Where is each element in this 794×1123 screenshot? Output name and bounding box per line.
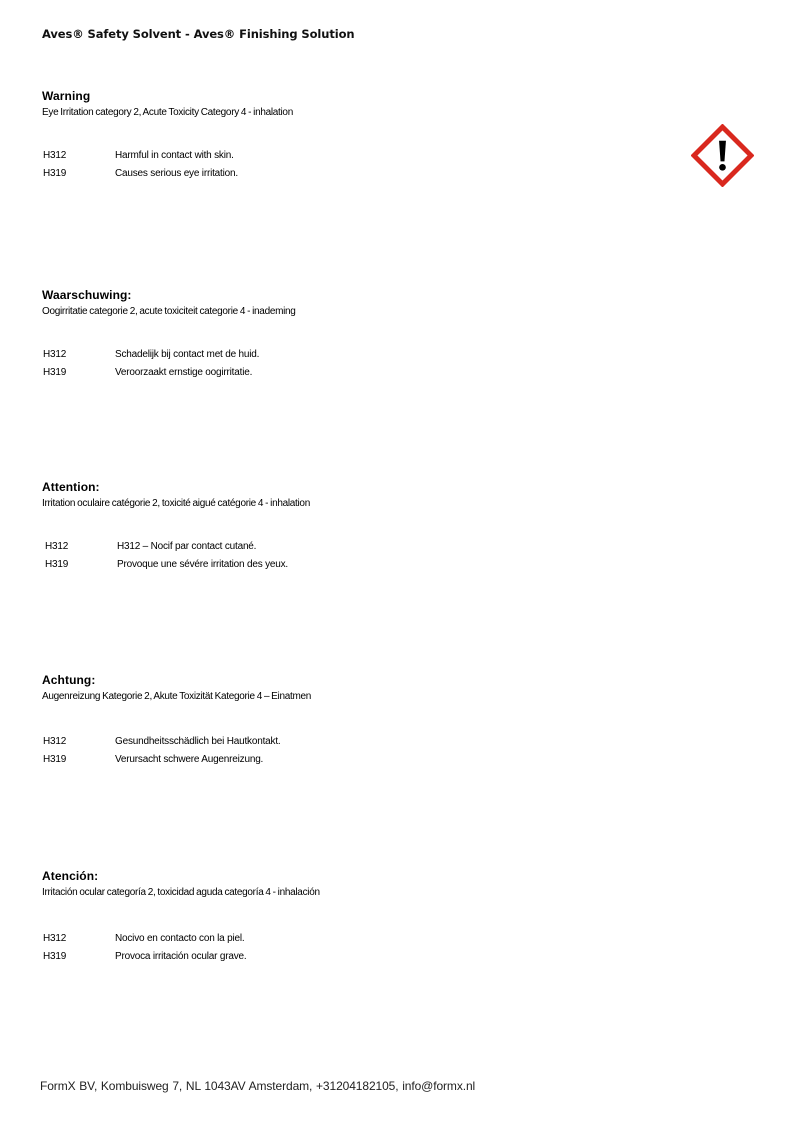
hazard-statement: [42, 735, 280, 753]
section-classification: Oogirritatie categorie 2, acute toxiciteit categorie 4 - inademing: [42, 306, 296, 317]
statement-text: Harmful in contact with skin.: [115, 150, 234, 161]
statement-text: Verursacht schwere Augenreizung.: [115, 754, 264, 765]
section-classification: Augenreizung Kategorie 2, Akute Toxizität Kategorie 4 – Einatmen: [42, 691, 312, 702]
section-heading: Attention:: [42, 480, 100, 494]
section-heading: Waarschuwing:: [42, 288, 132, 302]
section-classification: Irritación ocular categoría 2, toxicidad aguda categoría 4 - inhalación: [42, 887, 320, 898]
hazard-statement: [42, 950, 246, 968]
statement-code: H319: [43, 754, 67, 765]
hazard-section-de: [42, 673, 662, 765]
statement-code: H312: [43, 150, 67, 161]
hazard-section-nl: [42, 288, 662, 378]
hazard-statement: [42, 932, 246, 950]
hazard-statement: [42, 348, 259, 366]
hazard-statements: [42, 735, 280, 771]
statement-code: H319: [43, 951, 67, 962]
statement-code: H312: [43, 933, 67, 944]
section-classification: Eye Irritation category 2, Acute Toxicity Category 4 - inhalation: [42, 107, 293, 118]
section-classification: Irritation oculaire catégorie 2, toxicité aigué catégorie 4 - inhalation: [42, 498, 310, 509]
statement-text: H312 – Nocif par contact cutané.: [117, 541, 257, 552]
document-title: Aves® Safety Solvent - Aves® Finishing Solution: [42, 27, 355, 41]
hazard-statements: [44, 540, 288, 576]
hazard-section-en: [42, 89, 662, 179]
section-heading: Warning: [42, 89, 91, 103]
statement-code: H319: [43, 367, 67, 378]
hazard-statement: [44, 540, 288, 558]
hazard-statements: [42, 149, 238, 185]
statement-text: Veroorzaakt ernstige oogirritatie.: [115, 367, 253, 378]
hazard-statement: [42, 753, 280, 771]
statement-text: Provoque une sévére irritation des yeux.: [117, 559, 288, 570]
statement-text: Schadelijk bij contact met de huid.: [115, 349, 260, 360]
statement-code: H312: [43, 349, 67, 360]
statement-text: Nocivo en contacto con la piel.: [115, 933, 245, 944]
statement-text: Gesundheitsschädlich bei Hautkontakt.: [115, 736, 281, 747]
company-footer: FormX BV, Kombuisweg 7, NL 1043AV Amsterdam, +31204182105, info@formx.nl: [40, 1079, 476, 1093]
hazard-statement: [42, 366, 259, 384]
statement-code: H312: [43, 736, 67, 747]
statement-code: H319: [43, 168, 67, 179]
hazard-statement: [44, 558, 288, 576]
statement-text: Causes serious eye irritation.: [115, 168, 238, 179]
section-heading: Achtung:: [42, 673, 96, 687]
statement-code: H319: [45, 559, 69, 570]
hazard-statement: [42, 167, 238, 185]
hazard-statements: [42, 932, 246, 968]
statement-text: Provoca irritación ocular grave.: [115, 951, 247, 962]
hazard-statements: [42, 348, 259, 384]
section-heading: Atención:: [42, 869, 99, 883]
hazard-section-fr: [42, 480, 662, 570]
hazard-section-es: [42, 869, 662, 962]
ghs-exclamation-mark-icon: [691, 124, 754, 187]
hazard-statement: [42, 149, 238, 167]
statement-code: H312: [45, 541, 69, 552]
